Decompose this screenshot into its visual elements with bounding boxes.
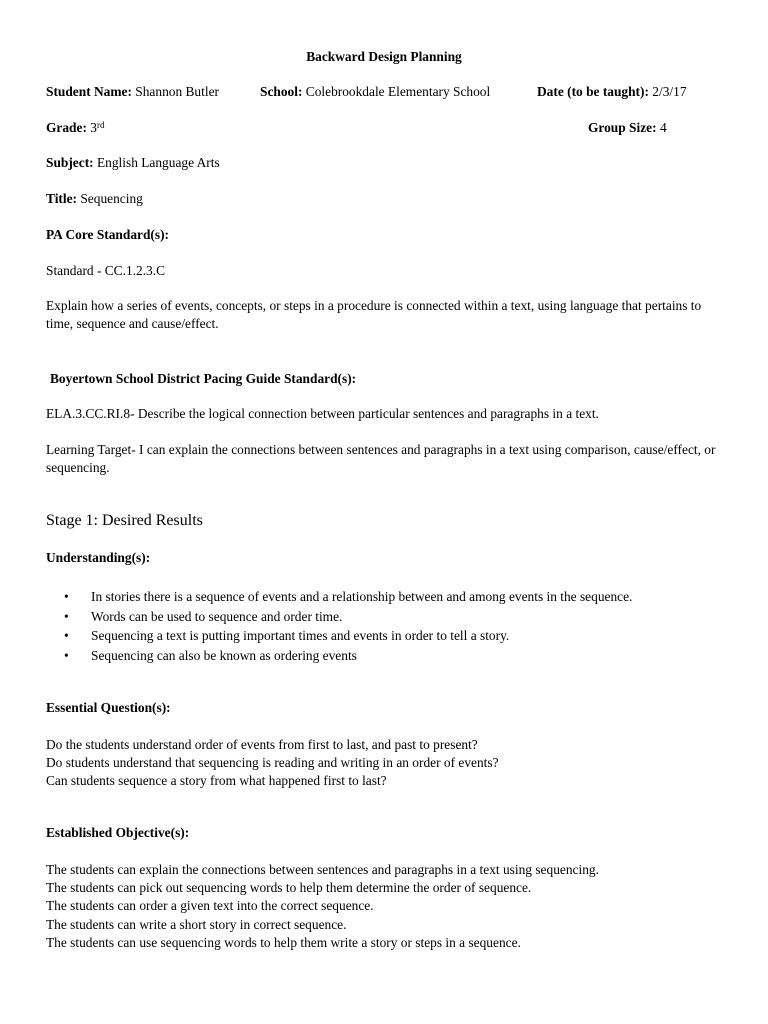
objectives-heading: Established Objective(s): bbox=[46, 825, 190, 840]
list-item: The students can use sequencing words to help them write a story or steps in a sequence. bbox=[46, 934, 521, 950]
understandings-heading: Understanding(s): bbox=[46, 550, 151, 565]
student-name-label: Student Name: bbox=[46, 84, 132, 99]
subject-label: Subject: bbox=[46, 155, 94, 170]
list-item: Do the students understand order of events from first to last, and past to present? bbox=[46, 737, 478, 752]
list-item: • Words can be used to sequence and order time. bbox=[46, 607, 726, 627]
learning-target: Learning Target- I can explain the connections between sentences and paragraphs in a text using comparison, cause/effect, or sequencing. bbox=[46, 442, 716, 475]
subject-field bbox=[46, 154, 220, 172]
school-field bbox=[260, 83, 490, 101]
student-name-value: Shannon Butler bbox=[135, 84, 219, 99]
date-field bbox=[537, 83, 687, 101]
list-item: The students can pick out sequencing words to help them determine the order of sequence. bbox=[46, 880, 532, 896]
understandings-list bbox=[46, 587, 726, 665]
boyertown-heading: Boyertown School District Pacing Guide Standard(s): bbox=[50, 371, 357, 386]
grade-suffix: rd bbox=[96, 120, 105, 130]
objectives-list bbox=[46, 861, 599, 952]
standard-line: Standard - CC.1.2.3.C bbox=[46, 263, 166, 278]
list-item: • In stories there is a sequence of events and a relationship between and among events in the sequence. bbox=[46, 587, 726, 607]
grade-value: 3 bbox=[90, 120, 97, 135]
essential-questions-list bbox=[46, 736, 499, 791]
date-label: Date (to be taught): bbox=[537, 84, 649, 99]
pa-core-heading: PA Core Standard(s): bbox=[46, 227, 169, 242]
list-item: Do students understand that sequencing is reading and writing in an order of events? bbox=[46, 755, 499, 771]
list-item: • Sequencing can also be known as ordering events bbox=[46, 646, 726, 666]
group-size-field bbox=[588, 119, 667, 137]
student-name-field bbox=[46, 83, 219, 101]
document-title: Backward Design Planning bbox=[306, 49, 462, 64]
list-item: • Sequencing a text is putting important times and events in order to tell a story. bbox=[46, 626, 726, 646]
subject-value: English Language Arts bbox=[96, 155, 220, 170]
school-value: Colebrookdale Elementary School bbox=[305, 84, 491, 99]
lesson-title-label: Title: bbox=[46, 191, 77, 206]
list-item: The students can explain the connections between sentences and paragraphs in a text using sequencing. bbox=[46, 862, 599, 877]
list-item: The students can write a short story in correct sequence. bbox=[46, 916, 347, 932]
grade-label: Grade: bbox=[46, 120, 87, 135]
grade-field bbox=[46, 119, 104, 137]
stage1-heading: Stage 1: Desired Results bbox=[46, 512, 203, 529]
school-label: School: bbox=[260, 84, 303, 99]
date-value: 2/3/17 bbox=[652, 84, 687, 99]
list-item: The students can order a given text into the correct sequence. bbox=[46, 898, 374, 914]
lesson-title-field bbox=[46, 190, 143, 208]
standard-description: Explain how a series of events, concepts, or steps in a procedure is connected within a text, using language that pertains to time, sequence and cause/effect. bbox=[46, 298, 702, 331]
lesson-title-value: Sequencing bbox=[80, 191, 143, 206]
essential-questions-heading: Essential Question(s): bbox=[46, 700, 171, 715]
list-item: Can students sequence a story from what happened first to last? bbox=[46, 773, 387, 789]
ela-standard-line: ELA.3.CC.RI.8- Describe the logical connection between particular sentences and paragraphs in a text. bbox=[46, 406, 599, 421]
group-size-label: Group Size: bbox=[588, 120, 657, 135]
group-size-value: 4 bbox=[659, 120, 667, 135]
